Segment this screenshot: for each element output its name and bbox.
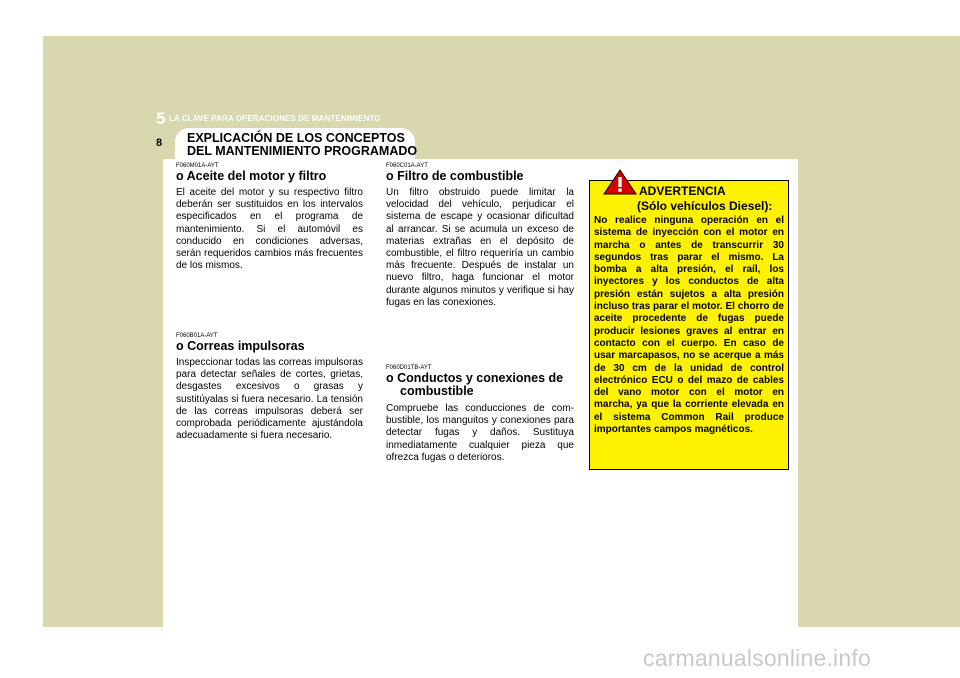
- section-conductos: [386, 365, 574, 464]
- section-heading: o Filtro de combustible: [386, 169, 524, 183]
- section-heading: o Correas impulsoras: [176, 339, 305, 353]
- section-correas: [176, 333, 363, 442]
- section-filtro: [386, 163, 574, 309]
- section-code: F060D01TB-AYT: [386, 365, 432, 371]
- section-code: F060C01A-AYT: [386, 163, 428, 169]
- warning-subtitle: (Sólo vehículos Diesel):: [637, 199, 773, 213]
- section-heading: o Aceite del motor y filtro: [176, 169, 327, 183]
- page-number: 8: [156, 137, 163, 149]
- chapter-title: LA CLAVE PARA OPERACIONES DE MANTENIMIENTO: [169, 114, 381, 123]
- section-code: F060B01A-AYT: [176, 333, 218, 339]
- warning-title: ADVERTENCIA: [639, 184, 726, 198]
- section-title-line2: DEL MANTENIMIENTO PROGRAMADO: [187, 144, 418, 158]
- watermark: carmanualsonline.info: [643, 645, 871, 671]
- section-heading-line2: combustible: [400, 384, 474, 398]
- section-body: Un filtro obstruido puede limitar la velocidad del vehículo, perjudicar el sistema de escape y ocasionar dificultad al arrancar. Si se acumula un exceso de materias extrañas en el depósito de combustible, el filtro requeriría un cambio más frecuente. Después de instalar un nuevo filtro, haga funcionar el motor durante algunos minutos y verifique si hay fugas en las conexiones.: [386, 187, 574, 308]
- chapter-number: 5: [156, 109, 166, 128]
- warning-body: No realice ninguna operación en el sistema de inyección con el motor en marcha o antes de transcurrir 30 segundos tras parar el mismo. La bomba a alta presión, el raíl, los inyectores y los conductos de alta presión están sujetos a alta presión incluso tras parar el motor. El chorro de aceite procedente de fugas puede producir lesiones graves al entrar en contacto con el cuerpo. En caso de usar marcapasos, no se acerque a más de 30 cm de la unidad de control electrónico ECU o del mazo de cables del vano motor con el motor en marcha, ya que la corriente elevada en el sistema Common Rail produce importantes campos magnéticos.: [594, 215, 784, 436]
- section-body: Inspeccionar todas las correas impulsoras para detectar señales de cortes, grietas, desgastes excesivos o grasas y sustitúyalas si fuera necesario. La tensión de las correas impulsoras deberá ser comprobada periódicamente ajustándola adecuadamente si fuera necesario.: [176, 357, 363, 442]
- section-heading-line1: o Conductos y conexiones de: [386, 371, 564, 385]
- right-margin-band: [798, 159, 960, 627]
- section-title-line1: EXPLICACIÓN DE LOS CONCEPTOS: [187, 131, 405, 145]
- left-margin-band: [43, 159, 163, 627]
- section-code: F060M01A-AYT: [176, 163, 219, 169]
- section-body: Compruebe las conducciones de com-bustible, los manguitos y conexiones para detectar fugas y daños. Sustituya inmediatamente cualquier pieza que ofrezca fugas o deterioros.: [386, 403, 574, 463]
- section-heading: [386, 372, 574, 398]
- section-aceite: [176, 163, 363, 272]
- warning-triangle-icon: [603, 169, 637, 195]
- section-title: [187, 132, 417, 158]
- section-body: El aceite del motor y su respectivo filtro deberán ser sustituidos en los intervalos especificados en el programa de mantenimiento. Si el automóvil es conducido en condiciones adversas, serán requeridos cambios más frecuentes de los mismos.: [176, 187, 363, 272]
